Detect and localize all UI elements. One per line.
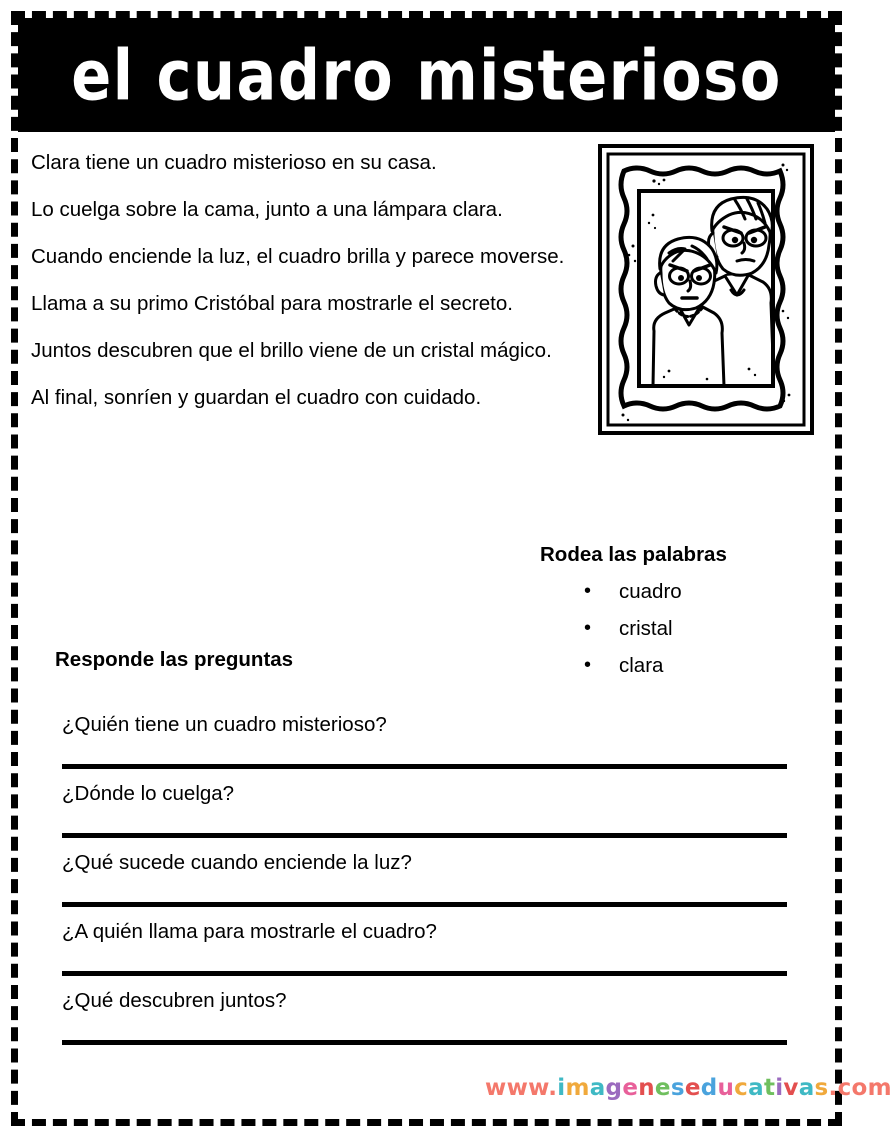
questions-heading: Responde las preguntas	[55, 648, 294, 671]
watermark-letter: d	[700, 1075, 718, 1101]
questions-section	[62, 712, 787, 1057]
watermark-letter: s	[670, 1075, 685, 1101]
watermark-letter: o	[851, 1075, 868, 1101]
question-block	[62, 850, 787, 907]
watermark-letter: a	[748, 1075, 764, 1101]
circle-word-item[interactable]: • cuadro	[584, 573, 820, 610]
framed-portrait-illustration	[597, 143, 815, 436]
answer-line[interactable]	[62, 764, 787, 769]
watermark-letter: .	[828, 1075, 838, 1101]
circle-words-list	[540, 573, 820, 684]
watermark-letter: i	[557, 1075, 566, 1101]
circle-words-heading: Rodea las palabras	[540, 543, 727, 566]
circle-words-section	[540, 543, 820, 684]
watermark-letter: .	[548, 1075, 558, 1101]
watermark-letter: u	[717, 1075, 735, 1101]
question-text: ¿Qué sucede cuando enciende la luz?	[62, 851, 412, 874]
watermark-letter: a	[798, 1075, 815, 1101]
watermark-letter: w	[485, 1075, 507, 1101]
watermark-letter: m	[565, 1075, 590, 1101]
story-paragraph: Clara tiene un cuadro misterioso en su casa.	[31, 151, 437, 174]
question-block	[62, 988, 787, 1045]
answer-line[interactable]	[62, 1040, 787, 1045]
watermark-letter: n	[638, 1075, 655, 1101]
story-paragraph: Juntos descubren que el brillo viene de un cristal mágico.	[31, 339, 552, 362]
answer-line[interactable]	[62, 971, 787, 976]
story-text-block	[31, 148, 583, 413]
question-text: ¿Qué descubren juntos?	[62, 989, 287, 1012]
watermark-letter: m	[867, 1075, 892, 1101]
watermark-letter: c	[837, 1075, 852, 1101]
question-block	[62, 712, 787, 769]
story-paragraph: Cuando enciende la luz, el cuadro brilla y parece moverse.	[31, 245, 565, 268]
story-paragraph: Al final, sonríen y guardan el cuadro con cuidado.	[31, 386, 482, 409]
circle-word-item[interactable]: • cristal	[584, 610, 820, 647]
site-watermark	[485, 1075, 892, 1101]
question-text: ¿Dónde lo cuelga?	[62, 782, 235, 805]
watermark-letter: s	[814, 1075, 829, 1101]
watermark-letter: w	[528, 1075, 549, 1101]
circle-word-item[interactable]: • clara	[584, 647, 820, 684]
watermark-letter: e	[622, 1075, 639, 1101]
watermark-letter: g	[605, 1075, 623, 1101]
watermark-letter: a	[589, 1075, 606, 1101]
title-banner	[18, 18, 835, 132]
question-text: ¿A quién llama para mostrarle el cuadro?	[62, 920, 437, 943]
watermark-letter: w	[506, 1075, 529, 1101]
watermark-letter: c	[734, 1075, 749, 1101]
watermark-letter: v	[783, 1075, 799, 1101]
story-paragraph: Llama a su primo Cristóbal para mostrarle el secreto.	[31, 292, 513, 315]
story-paragraph: Lo cuelga sobre la cama, junto a una lámpara clara.	[31, 198, 503, 221]
answer-line[interactable]	[62, 833, 787, 838]
page-title: el cuadro misterioso	[71, 34, 782, 116]
answer-line[interactable]	[62, 902, 787, 907]
question-text: ¿Quién tiene un cuadro misterioso?	[62, 713, 387, 736]
watermark-letter: i	[775, 1075, 784, 1101]
watermark-letter: t	[763, 1075, 776, 1101]
question-block	[62, 781, 787, 838]
watermark-letter: e	[684, 1075, 701, 1101]
watermark-letter: e	[654, 1075, 671, 1101]
question-block	[62, 919, 787, 976]
